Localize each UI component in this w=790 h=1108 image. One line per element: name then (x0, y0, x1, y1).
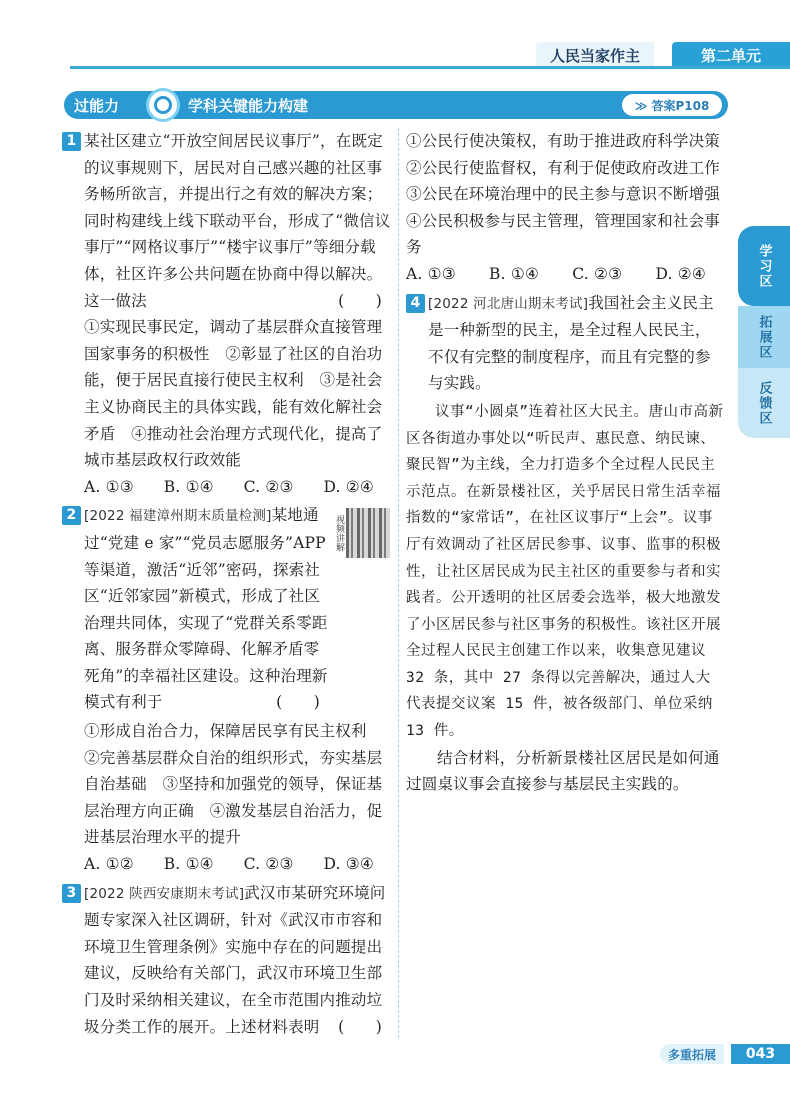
question-source: [2022 陕西安康期末考试] (84, 885, 245, 902)
question-source: [2022 福建漳州期末质量检测] (84, 508, 272, 525)
question-items: ①实现民事民定，调动了基层群众直接管理国家事务的积极性 ②彰显了社区的自治功能，便于居民直接行使民主权利 ③是社会主义协商民主的具体实践，能有效化解社会矛盾 ④推动社会治理方式现代化，提高了城市基层政权行政效能 (84, 318, 383, 470)
page-number: 043 (731, 1044, 790, 1064)
option-d[interactable]: D. ②④ (655, 264, 706, 283)
question-number: 1 (62, 132, 81, 151)
question-items: ①形成自治合力，保障居民享有民主权利 ②完善基层群众自治的组织形式，夯实基层自治基础 ③坚持和加强党的领导，保证基层治理方向正确 ④激发基层自治活力，促进基层治理水平的提升 (84, 722, 383, 847)
question-2 (62, 502, 392, 716)
left-column (62, 128, 392, 1042)
option-d[interactable]: D. ②④ (323, 477, 374, 496)
question-ask: 结合材料，分析新景楼社区居民是如何通过圆桌议事会直接参与基层民主实践的。 (406, 748, 720, 794)
answer-options (62, 474, 392, 501)
option-a[interactable]: A. ①③ (406, 264, 456, 283)
question-3 (62, 880, 392, 1041)
option-c[interactable]: C. ②③ (572, 264, 623, 283)
section-title: 学科关键能力构建 (188, 96, 309, 115)
question-stem: 某地通过“党建 e 家”“党员志愿服务”APP 等渠道，激活“近邻”密码，探索社区“近邻家园”新模式，形成了社区治理共同体，实现了“党群关系零距离、服务群众零障碍、化解矛盾零死角”的幸福社区建设。这种治理新模式有利于 (84, 506, 328, 712)
question-number: 4 (406, 294, 425, 313)
section-label: 过能力 (74, 96, 120, 115)
option-a[interactable]: A. ①③ (84, 477, 134, 496)
option-b[interactable]: B. ①④ (163, 855, 214, 874)
answer-blank: ( ) (338, 291, 382, 310)
medal-icon (146, 88, 180, 122)
option-b[interactable]: B. ①④ (489, 264, 540, 283)
answer-blank: ( ) (276, 693, 320, 712)
question-stem: 武汉市某研究环境问题专家深入社区调研，针对《武汉市市容和环境卫生管理条例》实施中存在的问题提出建议，反映给有关部门，武汉市环境卫生部门及时采纳相关建议，在全市范围内推动垃圾分类工作的展开。上述材料表明 (84, 883, 386, 1036)
chapter-title: 人民当家作主 (536, 42, 654, 68)
question-4 (406, 290, 724, 397)
tab-extension-area[interactable]: 拓展区 (738, 306, 790, 368)
question-number: 2 (62, 506, 81, 525)
footer-label: 多重拓展 (660, 1044, 724, 1064)
tab-study-area[interactable]: 学习区 (738, 226, 790, 306)
right-column (406, 128, 736, 798)
option-c[interactable]: C. ②③ (243, 855, 294, 874)
question-3-items: ①公民行使决策权，有助于推进政府科学决策 ②公民行使监督权，有利于促使政府改进工作 ③公民在环境治理中的民主参与意识不断增强 ④公民积极参与民主管理，管理国家和社会事务 (406, 132, 736, 257)
answer-reference[interactable]: ≫ 答案P108 (622, 94, 722, 116)
option-b[interactable]: B. ①④ (163, 477, 214, 496)
header-rule (70, 66, 790, 69)
question-2-items (62, 718, 392, 878)
answer-blank: ( ) (338, 1017, 382, 1036)
option-c[interactable]: C. ②③ (243, 477, 294, 496)
column-divider (398, 128, 399, 1038)
answer-options (62, 851, 392, 878)
option-a[interactable]: A. ①② (84, 855, 134, 874)
question-stem: 某社区建立“开放空间居民议事厅”，在既定的议事规则下，居民对自己感兴趣的社区事务畅所欲言，并提出行之有效的解决方案；同时构建线上线下联动平台，形成了“微信议事厅”“网格议事厅”“楼宇议事厅”等细分载体，社区许多公共问题在协商中得以解决。这一做法 (84, 132, 391, 310)
option-d[interactable]: D. ③④ (323, 855, 374, 874)
question-number: 3 (62, 884, 81, 903)
answer-options (406, 261, 724, 288)
question-stem: 我国社会主义民主是一种新型的民主，是全过程人民民主，不仅有完整的制度程序，而且有完整的参与实践。 (428, 293, 714, 393)
tab-feedback-area[interactable]: 反馈区 (738, 368, 790, 438)
qr-label: 视频讲解 (334, 514, 344, 552)
qr-code[interactable] (334, 504, 392, 562)
qr-code-icon (346, 508, 390, 558)
question-1 (62, 128, 392, 500)
question-source: [2022 河北唐山期末考试] (428, 295, 589, 312)
unit-title: 第二单元 (672, 42, 790, 68)
material-passage: 议事“小圆桌”连着社区大民主。唐山市高新区各街道办事处以“听民声、惠民意、纳民谏、聚民智”为主线，全力打造多个全过程人民民主示范点。在新景楼社区，关乎居民日常生活幸福指数的“家常话”，在社区议事厅“上会”。议事厅有效调动了社区居民参事、议事、监事的积极性，让社区居民成为民主社区的重要参与者和实践者。公开透明的社区居委会选举，极大地激发了小区居民参与社区事务的积极性。该社区开展全过程人民民主创建工作以来，收集意见建议 32 条，其中 27 条得以完善解决，通过人大代表提交议案 15 件，被各级部门、单位采纳 13 件。 (406, 403, 724, 740)
